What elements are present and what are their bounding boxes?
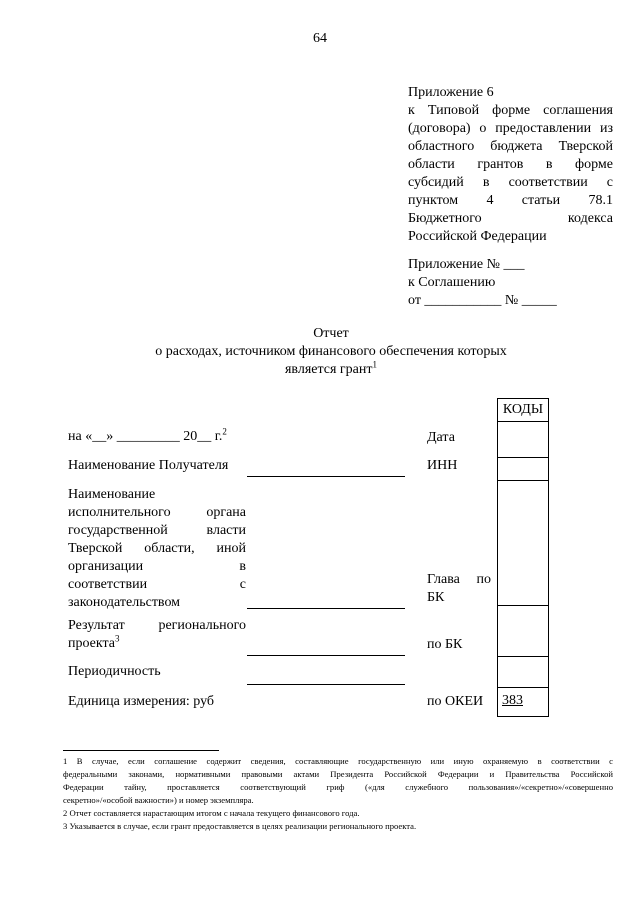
authority-line: соответствии с bbox=[68, 577, 246, 592]
chapter-bk-line2: БК bbox=[427, 590, 445, 605]
title-line1: Отчет bbox=[313, 326, 349, 341]
report-date bbox=[68, 428, 227, 446]
code-cell-chapter[interactable] bbox=[497, 480, 549, 606]
report-title bbox=[0, 325, 640, 379]
report-date-text: на «__» _________ 20__ г. bbox=[68, 429, 223, 444]
recipient-label: Наименование Получателя bbox=[68, 458, 229, 473]
authority-line: исполнительного органа bbox=[68, 505, 246, 520]
authority-line: организации в bbox=[68, 559, 246, 574]
footnote-line: Федерации тайну, проставляется соответствующий гриф («для служебного пользования»/«секретно»/«совершенно bbox=[63, 782, 613, 792]
code-cell-date[interactable] bbox=[497, 421, 549, 458]
appendix-line: области грантов в форме bbox=[408, 157, 613, 172]
okei-code: 383 bbox=[502, 693, 523, 708]
footnote-separator bbox=[63, 750, 219, 751]
appendix-line: Приложение 6 bbox=[408, 85, 494, 100]
project-line2-text: проекта bbox=[68, 636, 115, 651]
footnote-line: 3 Указывается в случае, если грант предоставляется в целях реализации регионального проекта. bbox=[63, 821, 417, 831]
authority-label bbox=[68, 486, 246, 612]
periodicity-label: Периодичность bbox=[68, 664, 161, 679]
codes-header: КОДЫ bbox=[502, 402, 544, 417]
footnote-ref: 2 bbox=[222, 426, 227, 437]
footnote-line: 2 Отчет составляется нарастающим итогом с начала текущего финансового года. bbox=[63, 808, 360, 818]
agreement-reference bbox=[408, 256, 613, 310]
footnote-line: 1 В случае, если соглашение содержит сведения, составляющие государственную или иную охраняемую в соответствии с bbox=[63, 756, 613, 766]
date-label: Дата bbox=[427, 430, 455, 445]
appendix-line: областного бюджета Тверской bbox=[408, 139, 613, 154]
code-cell-bk[interactable] bbox=[497, 605, 549, 657]
project-line2 bbox=[68, 635, 246, 653]
authority-line: государственной власти bbox=[68, 523, 246, 538]
inn-label: ИНН bbox=[427, 458, 458, 473]
bk-label: по БК bbox=[427, 637, 463, 652]
project-field[interactable] bbox=[247, 655, 405, 656]
footnote-ref: 3 bbox=[115, 633, 120, 644]
code-cell-periodicity[interactable] bbox=[497, 656, 549, 688]
authority-line: Тверской области, иной bbox=[68, 541, 246, 556]
appendix-line: (договора) о предоставлении из bbox=[408, 121, 613, 136]
title-line2: о расходах, источником финансового обеспечения которых bbox=[155, 344, 507, 359]
unit-label: Единица измерения: руб bbox=[68, 694, 215, 709]
title-line3-text: является грант bbox=[284, 362, 373, 377]
periodicity-field[interactable] bbox=[247, 684, 405, 685]
footnote-line: федеральными законами, нормативными правовыми актами Президента Российской Федерации и Правительства Российской bbox=[63, 769, 613, 779]
title-line3 bbox=[0, 361, 640, 379]
agreement-date: от ___________ № _____ bbox=[408, 293, 557, 308]
agreement-number: Приложение № ___ bbox=[408, 257, 525, 272]
footnotes bbox=[63, 755, 613, 833]
authority-field[interactable] bbox=[247, 608, 405, 609]
footnote-ref: 1 bbox=[372, 359, 377, 370]
code-cell-inn[interactable] bbox=[497, 457, 549, 481]
appendix-header bbox=[408, 84, 613, 246]
appendix-line: Бюджетного кодекса bbox=[408, 211, 613, 226]
codes-header-cell bbox=[497, 398, 549, 422]
project-label bbox=[68, 617, 246, 653]
agreement-label: к Соглашению bbox=[408, 275, 496, 290]
appendix-line: к Типовой форме соглашения bbox=[408, 103, 613, 118]
authority-line: законодательством bbox=[68, 595, 181, 610]
okei-label: по ОКЕИ bbox=[427, 694, 484, 709]
footnote-line: секретно»/«особой важности») и номер экземпляра. bbox=[63, 795, 254, 805]
project-line1: Результат регионального bbox=[68, 618, 246, 633]
chapter-bk-label bbox=[427, 571, 491, 607]
recipient-field[interactable] bbox=[247, 476, 405, 477]
appendix-line: Российской Федерации bbox=[408, 229, 547, 244]
chapter-bk-line1: Глава по bbox=[427, 572, 491, 587]
authority-line: Наименование bbox=[68, 487, 156, 502]
page-number: 64 bbox=[313, 31, 327, 46]
appendix-line: субсидий в соответствии с bbox=[408, 175, 613, 190]
code-cell-okei bbox=[497, 687, 549, 717]
appendix-line: пунктом 4 статьи 78.1 bbox=[408, 193, 613, 208]
